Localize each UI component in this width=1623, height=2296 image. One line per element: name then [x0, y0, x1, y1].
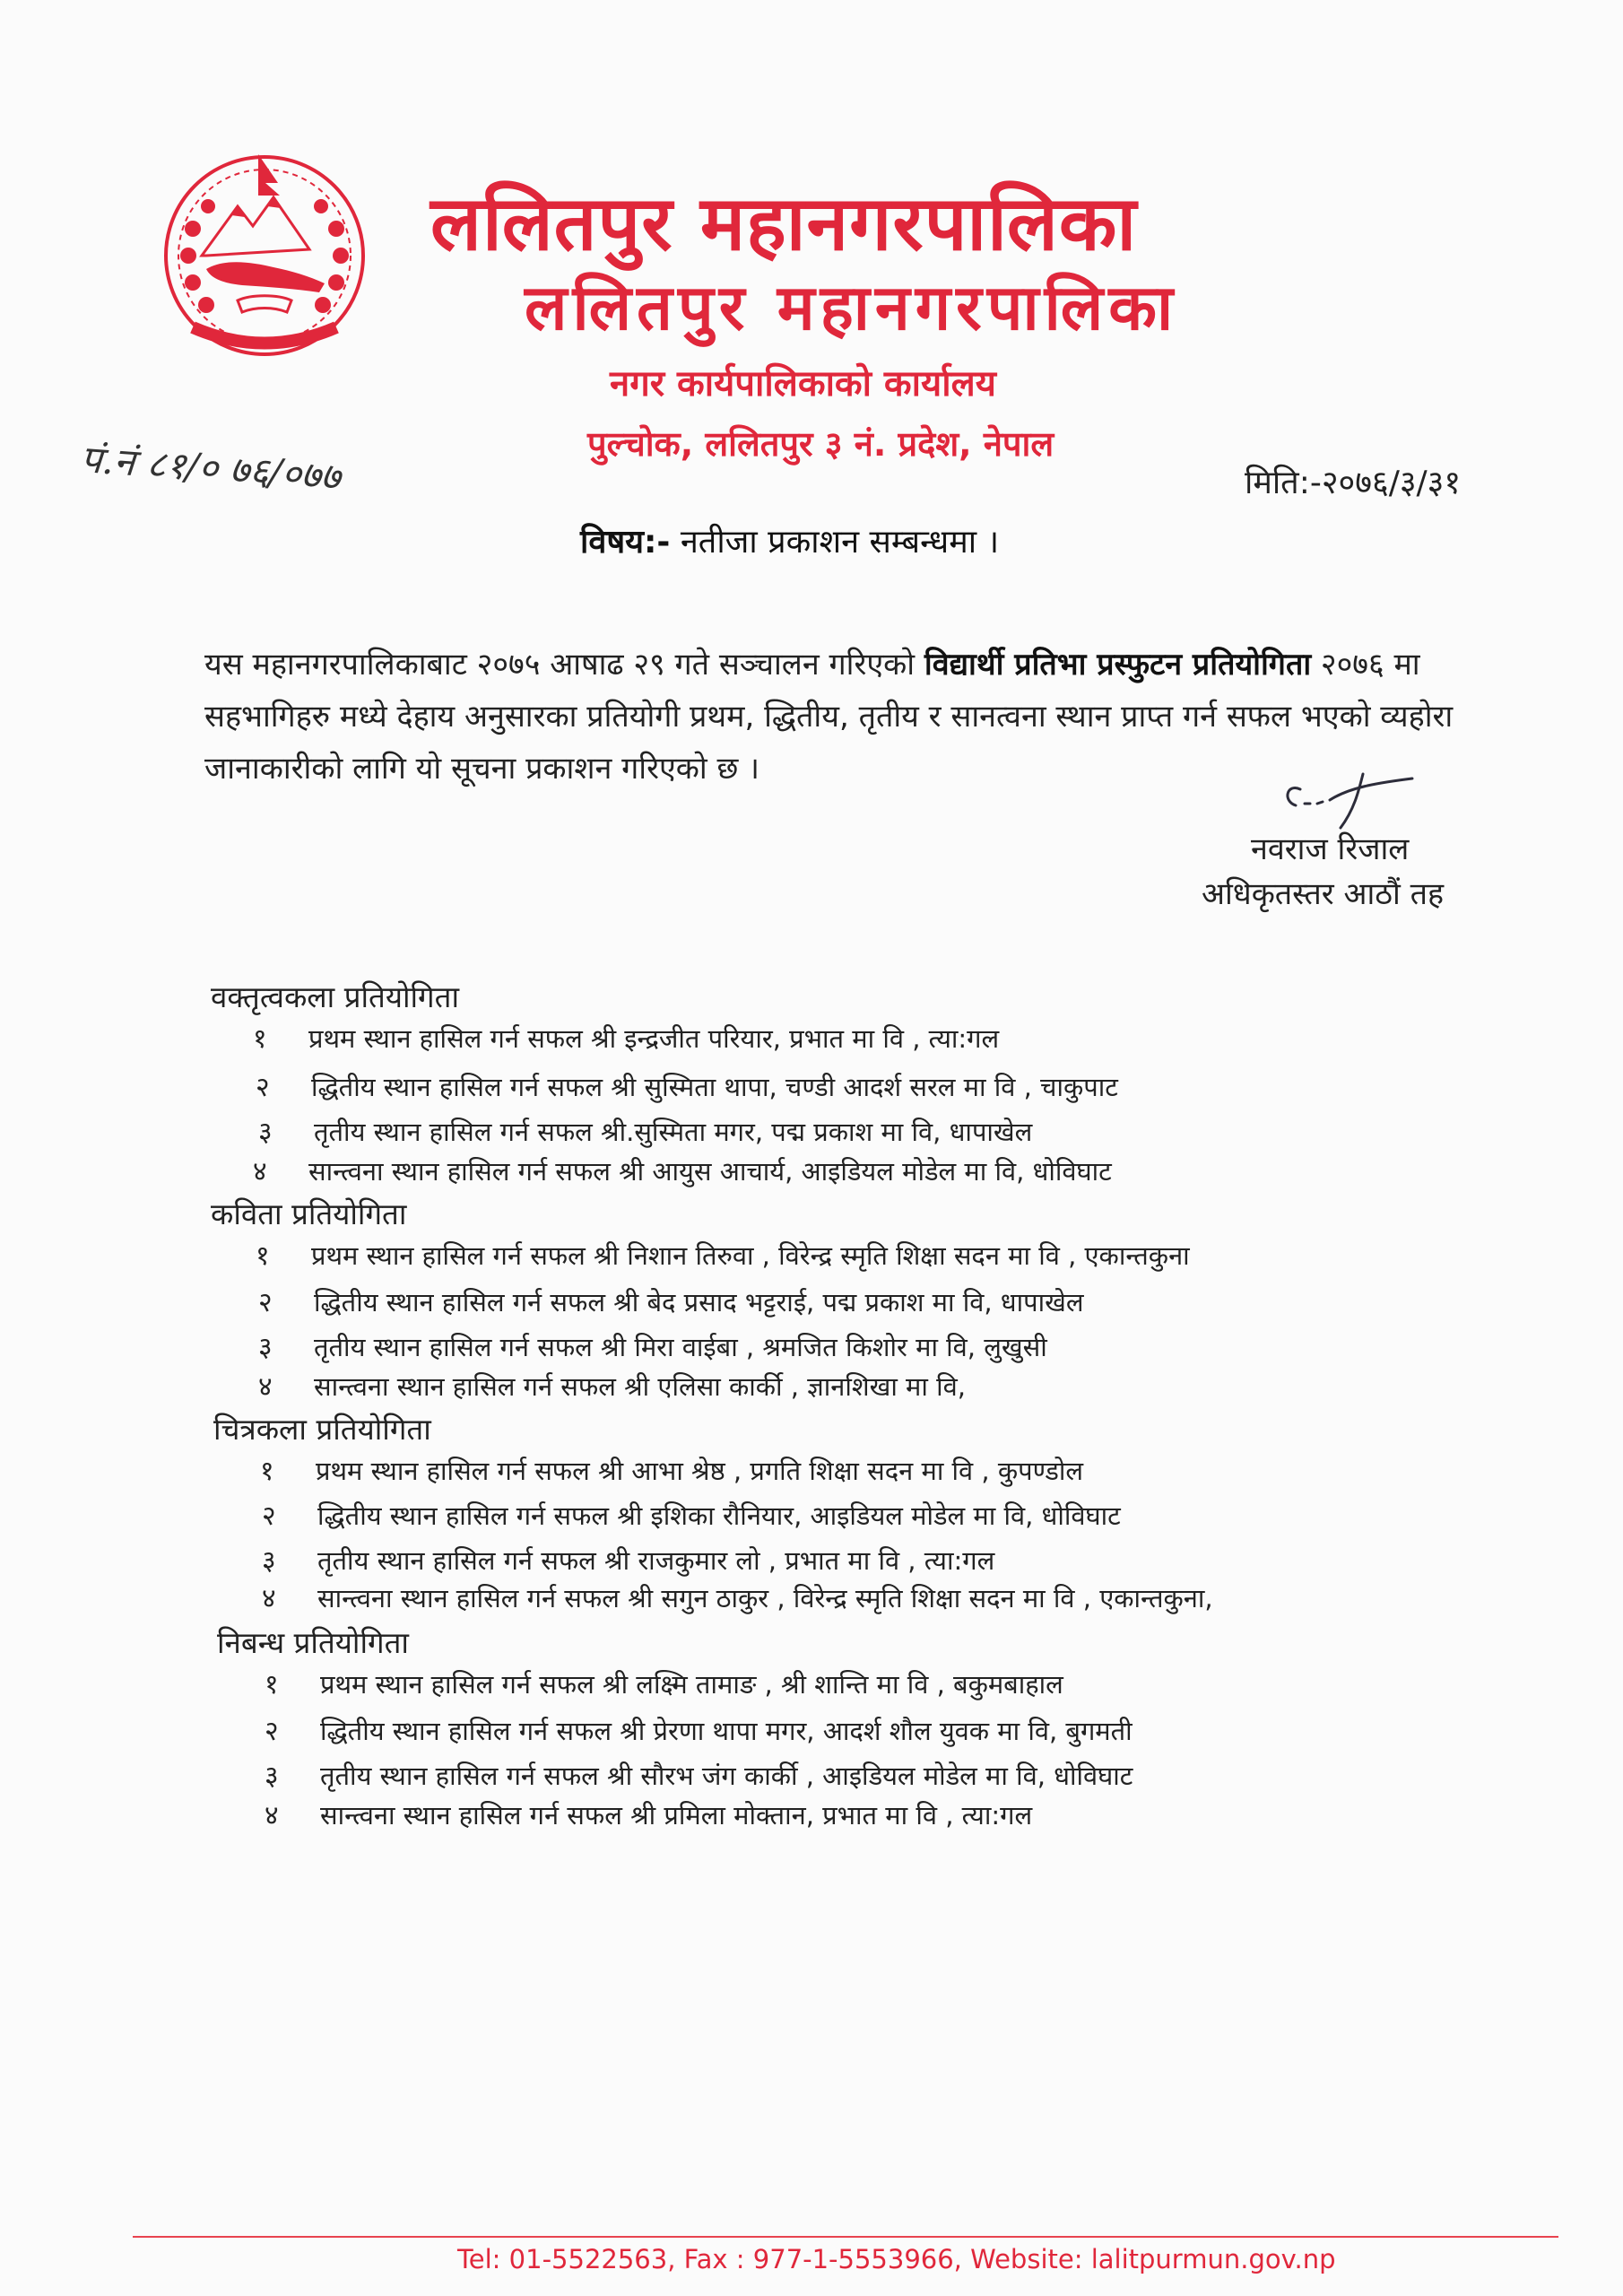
- list-item: १ प्रथम स्थान हासिल गर्न सफल श्री लक्ष्मि तामाङ , श्री शान्ति मा वि , बकुमबाहाल: [265, 1669, 1063, 1700]
- nepal-emblem-icon: [152, 144, 377, 368]
- competition-heading: कविता प्रतियोगिता: [211, 1196, 407, 1231]
- competition-heading: निबन्ध प्रतियोगिता: [217, 1625, 409, 1660]
- list-item: ४ सान्त्वना स्थान हासिल गर्न सफल श्री आयुस आचार्य, आइडियल मोडेल मा वि, धोविघाट: [253, 1156, 1112, 1187]
- list-item: ४ सान्त्वना स्थान हासिल गर्न सफल श्री प्रमिला मोक्तान, प्रभात मा वि , त्या:गल: [265, 1800, 1033, 1831]
- signatory-name: नवराज रिजाल: [1251, 831, 1410, 867]
- list-item: ३ तृतीय स्थान हासिल गर्न सफल श्री सौरभ जंग कार्की , आइडियल मोडेल मा वि, धोविघाट: [265, 1761, 1133, 1792]
- letter-date: मिति:-२०७६/३/३१: [1245, 465, 1462, 501]
- competition-heading: चित्रकला प्रतियोगिता: [213, 1412, 431, 1447]
- list-item: २ द्धितीय स्थान हासिल गर्न सफल श्री इशिका रौनियार, आइडियल मोडेल मा वि, धोविघाट: [262, 1500, 1121, 1532]
- subject-text: नतीजा प्रकाशन सम्बन्धमा ।: [680, 524, 1000, 561]
- body-part1: यस महानगरपालिकाबाट २०७५ आषाढ २९ गते सञ्चालन गरिएको: [204, 647, 924, 683]
- signatory-title: अधिकृतस्तर आठौं तह: [1202, 876, 1445, 912]
- list-item: ४ सान्त्वना स्थान हासिल गर्न सफल श्री सगुन ठाकुर , विरेन्द्र स्मृति शिक्षा सदन मा वि , एकान्तकुना,: [262, 1583, 1213, 1614]
- footer-divider: [133, 2236, 1558, 2238]
- footer-contact: Tel: 01-5522563, Fax : 977-1-5553966, Website: lalitpurmun.gov.np: [457, 2244, 1336, 2274]
- office-address: पुल्चोक, ललितपुर ३ नं. प्रदेश, नेपाल: [587, 424, 1055, 464]
- reference-label: पं.नं: [79, 436, 137, 485]
- list-item: २ द्धितीय स्थान हासिल गर्न सफल श्री बेद प्रसाद भट्टराई, पद्म प्रकाश मा वि, धापाखेल: [258, 1287, 1084, 1318]
- list-item: २ द्धितीय स्थान हासिल गर्न सफल श्री सुस्मिता थापा, चण्डी आदर्श सरल मा वि , चाकुपाट: [256, 1072, 1118, 1103]
- municipality-title-newari: ललितपुर महानगरपालिका: [525, 270, 1179, 344]
- list-item: २ द्धितीय स्थान हासिल गर्न सफल श्री प्रेरणा थापा मगर, आदर्श शौल युवक मा वि, बुगमती: [265, 1716, 1133, 1747]
- office-name: नगर कार्यपालिकाको कार्यालय: [610, 363, 996, 404]
- list-item: ४ सान्त्वना स्थान हासिल गर्न सफल श्री एलिसा कार्की , ज्ञानशिखा मा वि,: [258, 1371, 966, 1403]
- reference-number: [79, 432, 343, 501]
- list-item: ३ तृतीय स्थान हासिल गर्न सफल श्री राजकुमार लो , प्रभात मा वि , त्या:गल: [262, 1545, 995, 1577]
- body-part2: २०७६ मा सहभागिहरु मध्ये देहाय अनुसारका प्रतियोगी प्रथम, द्धितीय, तृतीय र सानत्वना स्थान प्राप्त गर्न सफल भएको व्यहोरा जानाकारीको लागि यो सूचना प्रकाशन गरिएको छ ।: [204, 647, 1454, 787]
- list-item: ३ तृतीय स्थान हासिल गर्न सफल श्री मिरा वाईबा , श्रमजित किशोर मा वि, लुखुसी: [258, 1332, 1047, 1363]
- competition-heading: वक्तृत्वकला प्रतियोगिता: [211, 979, 459, 1014]
- subject-line: [580, 518, 999, 562]
- list-item: १ प्रथम स्थान हासिल गर्न सफल श्री आभा श्रेष्ठ , प्रगति शिक्षा सदन मा वि , कुपण्डोल: [260, 1456, 1084, 1487]
- list-item: ३ तृतीय स्थान हासिल गर्न सफल श्री.सुस्मिता मगर, पद्म प्रकाश मा वि, धापाखेल: [258, 1117, 1033, 1148]
- municipality-title: ललितपुर महानगरपालिका: [430, 179, 1138, 267]
- signature-icon: [1278, 770, 1421, 832]
- body-highlight: विद्यार्थी प्रतिभा प्रस्फुटन प्रतियोगिता: [924, 647, 1312, 683]
- list-item: १ प्रथम स्थान हासिल गर्न सफल श्री निशान तिरुवा , विरेन्द्र स्मृति शिक्षा सदन मा वि , एकान्तकुना: [256, 1240, 1190, 1272]
- list-item: १ प्रथम स्थान हासिल गर्न सफल श्री इन्द्रजीत परियार, प्रभात मा वि , त्या:गल: [253, 1023, 1000, 1055]
- subject-label: विषय:-: [580, 524, 671, 561]
- reference-value: ८१/० ७६/०७७: [144, 441, 343, 500]
